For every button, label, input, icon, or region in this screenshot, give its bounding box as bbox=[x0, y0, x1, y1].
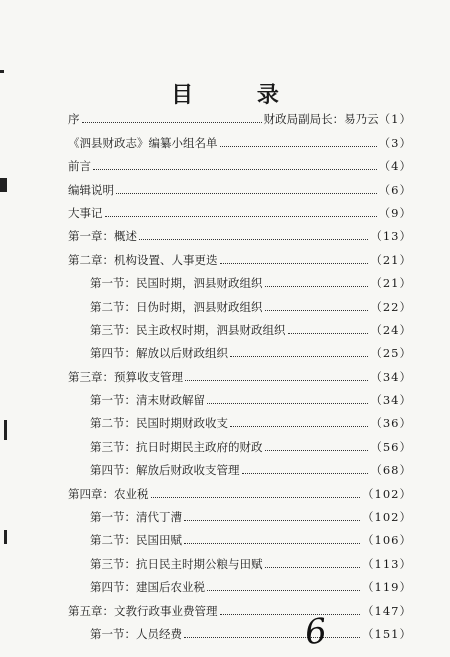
toc-entry bbox=[68, 360, 412, 383]
dot-leader bbox=[139, 239, 368, 240]
toc-entry-author: 财政局副局长：易乃云 bbox=[263, 112, 379, 127]
scan-edge-mark bbox=[0, 178, 7, 192]
toc-entry bbox=[68, 243, 412, 266]
toc-entry bbox=[68, 547, 412, 570]
toc-entry-page-number: （6） bbox=[378, 182, 412, 197]
dot-leader bbox=[185, 380, 368, 381]
toc-entry bbox=[68, 524, 412, 547]
dot-leader bbox=[82, 122, 262, 123]
toc-entry bbox=[68, 618, 412, 641]
toc-entry bbox=[68, 571, 412, 594]
dot-leader bbox=[230, 356, 368, 357]
toc-entry-page-number: （21） bbox=[370, 276, 412, 291]
dot-leader bbox=[288, 333, 369, 334]
dot-leader bbox=[116, 193, 377, 194]
toc-entry-label: 大事记 bbox=[68, 205, 103, 220]
toc-entry-label: 编辑说明 bbox=[68, 182, 114, 197]
toc-entry-label: 第三节：民主政权时期，泗县财政组织 bbox=[90, 322, 286, 337]
toc-entry bbox=[68, 407, 412, 430]
toc-entry-label: 第一节：民国时期，泗县财政组织 bbox=[90, 276, 263, 291]
toc-entry bbox=[68, 290, 412, 313]
toc-entry-page-number: （68） bbox=[370, 463, 412, 478]
toc-entry bbox=[68, 384, 412, 407]
toc-entry bbox=[68, 150, 412, 173]
toc-entry-page-number: （22） bbox=[370, 299, 412, 314]
toc-entry bbox=[68, 220, 412, 243]
toc-entry bbox=[68, 430, 412, 453]
toc-entry-label: 第一节：清代丁漕 bbox=[90, 510, 182, 525]
toc-entry-label: 第一节：人员经费 bbox=[90, 626, 182, 641]
page-title: 目 录 bbox=[171, 82, 307, 108]
toc-entry bbox=[68, 103, 412, 126]
dot-leader bbox=[242, 473, 369, 474]
toc-entry-page-number: （9） bbox=[378, 205, 412, 220]
dot-leader bbox=[230, 426, 368, 427]
toc-entry-page-number: （21） bbox=[370, 252, 412, 267]
scan-edge-mark bbox=[4, 420, 7, 440]
scan-edge-mark bbox=[0, 70, 4, 73]
table-of-contents bbox=[68, 103, 412, 641]
toc-entry-page-number: （1） bbox=[378, 112, 412, 127]
handwritten-page-number: 6 bbox=[302, 610, 329, 654]
toc-entry-page-number: （106） bbox=[362, 533, 412, 548]
toc-entry-label: 第五章：文教行政事业费管理 bbox=[68, 603, 218, 618]
scan-edge-mark bbox=[4, 530, 7, 544]
toc-entry bbox=[68, 594, 412, 617]
toc-entry-label: 第三节：抗日时期民主政府的财政 bbox=[90, 439, 263, 454]
toc-entry-label: 第三章：预算收支管理 bbox=[68, 369, 183, 384]
toc-entry bbox=[68, 501, 412, 524]
dot-leader bbox=[207, 403, 368, 404]
toc-entry-label: 第二节：民国时期财政收支 bbox=[90, 416, 228, 431]
toc-entry bbox=[68, 477, 412, 500]
toc-entry-page-number: （102） bbox=[362, 486, 412, 501]
toc-entry bbox=[68, 267, 412, 290]
toc-entry-page-number: （13） bbox=[370, 229, 412, 244]
dot-leader bbox=[184, 637, 360, 638]
toc-entry bbox=[68, 454, 412, 477]
toc-entry bbox=[68, 126, 412, 149]
dot-leader bbox=[265, 286, 369, 287]
toc-entry-page-number: （113） bbox=[362, 556, 412, 571]
toc-entry-label: 序 bbox=[68, 112, 80, 127]
toc-entry-page-number: （119） bbox=[362, 580, 412, 595]
dot-leader bbox=[184, 543, 360, 544]
toc-entry bbox=[68, 314, 412, 337]
dot-leader bbox=[265, 567, 361, 568]
dot-leader bbox=[220, 614, 361, 615]
toc-entry-label: 第一节：清末财政解留 bbox=[90, 393, 205, 408]
toc-entry-page-number: （147） bbox=[362, 603, 412, 618]
dot-leader bbox=[207, 590, 360, 591]
toc-entry-page-number: （56） bbox=[370, 439, 412, 454]
toc-entry-page-number: （4） bbox=[378, 159, 412, 174]
toc-entry-page-number: （25） bbox=[370, 346, 412, 361]
toc-entry-label: 第四节：解放以后财政组织 bbox=[90, 346, 228, 361]
toc-entry-page-number: （151） bbox=[362, 626, 412, 641]
toc-entry-page-number: （3） bbox=[378, 135, 412, 150]
dot-leader bbox=[184, 520, 360, 521]
dot-leader bbox=[220, 146, 377, 147]
toc-entry bbox=[68, 337, 412, 360]
toc-entry-label: 第二章：机构设置、人事更迭 bbox=[68, 252, 218, 267]
toc-entry-label: 第一章：概述 bbox=[68, 229, 137, 244]
toc-entry bbox=[68, 173, 412, 196]
toc-entry-page-number: （36） bbox=[370, 416, 412, 431]
dot-leader bbox=[220, 263, 369, 264]
toc-entry-label: 第三节：抗日民主时期公粮与田赋 bbox=[90, 556, 263, 571]
toc-entry-label: 前言 bbox=[68, 159, 91, 174]
dot-leader bbox=[93, 169, 377, 170]
dot-leader bbox=[105, 216, 377, 217]
toc-entry-page-number: （34） bbox=[370, 393, 412, 408]
dot-leader bbox=[151, 497, 361, 498]
toc-entry-label: 《泗县财政志》编纂小组名单 bbox=[68, 135, 218, 150]
toc-entry-label: 第四节：解放后财政收支管理 bbox=[90, 463, 240, 478]
toc-entry-label: 第二节：民国田赋 bbox=[90, 533, 182, 548]
toc-entry-page-number: （34） bbox=[370, 369, 412, 384]
toc-entry-label: 第四章：农业税 bbox=[68, 486, 149, 501]
toc-entry bbox=[68, 197, 412, 220]
dot-leader bbox=[265, 310, 369, 311]
toc-entry-page-number: （102） bbox=[362, 510, 412, 525]
toc-entry-label: 第二节：日伪时期，泗县财政组织 bbox=[90, 299, 263, 314]
toc-entry-label: 第四节：建国后农业税 bbox=[90, 580, 205, 595]
toc-entry-page-number: （24） bbox=[370, 322, 412, 337]
dot-leader bbox=[265, 450, 369, 451]
